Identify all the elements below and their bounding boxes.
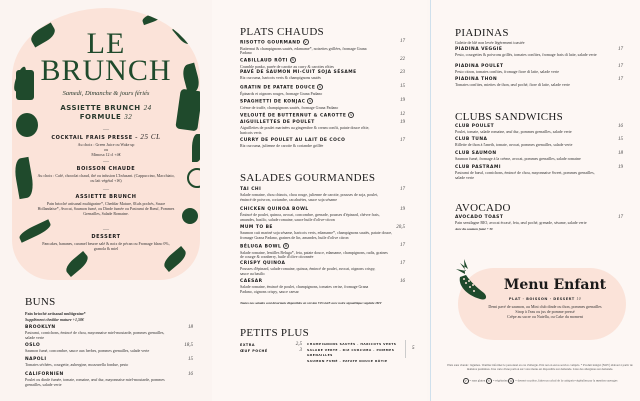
item-price: 17: [618, 215, 623, 220]
item-name: CLUB POULET: [455, 124, 495, 129]
item-name: CLUB SAUMON: [455, 151, 497, 156]
item-price: 12: [400, 112, 405, 117]
legend: [445, 378, 635, 384]
item-name: CABILLAUD RÔTI: [240, 58, 288, 64]
leaf-icon: [13, 157, 36, 199]
menu-item: [240, 187, 405, 203]
avocado-note: Avec du saumon fumé + 5€: [455, 227, 493, 231]
menu-item: [25, 343, 193, 354]
item-price: 19: [400, 207, 405, 212]
item-desc: Riz curcuma, haricots verts & champignons sautés: [240, 75, 321, 80]
vegetarian-icon: V: [349, 113, 353, 117]
formule-label: FORMULE: [79, 113, 122, 121]
vegetarian-icon: V: [304, 40, 308, 44]
item-price: 16: [618, 124, 623, 129]
item-price: 15: [188, 357, 193, 362]
menu-item: [455, 165, 623, 181]
item-name: VELOUTÉ DE BUTTERNUT & CAROTTE: [240, 113, 347, 119]
buns-supplement: Supplément cheddar mature +1,50€: [25, 317, 84, 322]
hot-drink-block: [36, 158, 176, 183]
item-desc: Salade romaine, chou chinois, chou rouge, julienne de carotte, pousses de soja, poulet, émincé de poivron, coriandre, cacahuètes, sauce soja sésame: [240, 192, 379, 202]
menu-item: [240, 138, 405, 149]
item-name: RISOTTO GOURMAND: [240, 40, 301, 46]
item-desc: Tomates séchées, courgette, aubergine, mozzarella fondue, pesto: [25, 362, 129, 367]
item-price: 18: [188, 325, 193, 330]
avocado-title: AVOCADO: [455, 202, 511, 214]
menu-item: [240, 261, 405, 277]
piadinas-title: PIADINAS: [455, 27, 509, 39]
menu-item: [240, 39, 405, 56]
cocktail-extra: Mimosa 12 cl +4€: [91, 152, 121, 157]
cocktail-label: COCKTAIL FRAIS PRESSE: [51, 135, 133, 141]
sandwich-panel: [430, 0, 640, 401]
divider: [405, 340, 406, 358]
fish-icon: [450, 255, 490, 303]
item-name: SPAGHETTI DE KONJAC: [240, 99, 306, 105]
item-price: 16: [188, 372, 193, 377]
assiette-label: ASSIETTE BRUNCH: [60, 104, 141, 112]
item-name: CALIFORNIEN: [25, 372, 64, 377]
menu-item: [455, 215, 623, 226]
sides-line: CHAMPIGNONS SAUTÉS · HARICOTS VERTS: [307, 342, 397, 346]
divider: —: [103, 227, 109, 233]
item-name: AIGUILLETTES DE POULET: [240, 120, 315, 125]
item-desc: Pousses d'épinard, salade romaine, quinoa, émincé de poulet, avocat, oignons crispy, sauce au basilic: [240, 266, 376, 276]
menu-item: [240, 57, 405, 69]
dessert-block: [36, 226, 176, 251]
item-price: 17: [618, 64, 623, 69]
item-name: ŒUF POCHÉ: [240, 349, 268, 353]
item-desc: Pesto, courgettes & poivrons grillés, tomates confites, fromage frais di latte, salade verte: [455, 52, 597, 57]
kids-subtitle-text: PLAT · BOISSON · DESSERT: [508, 297, 575, 301]
gluten-free-icon: V: [464, 379, 467, 383]
item-price: 19: [618, 165, 623, 170]
cocktail-or: ou: [104, 147, 108, 152]
menu-item: [455, 47, 623, 58]
item-price: 17: [400, 39, 405, 44]
legend-label: = dessert ou pièce, faites un calcul de la catégorie végétalien par la mention sauvages: [515, 378, 618, 383]
cocktail-size: - 25 CL: [135, 133, 161, 141]
kids-menu-subtitle: [455, 297, 635, 302]
item-name: CLUB TUNA: [455, 137, 488, 142]
menu-item: [240, 243, 405, 260]
leaf-icon: [141, 11, 163, 25]
hot-drink-desc: Au choix : Café, chocolat chaud, thé ou infusion L'Infusant. (Cappuccino, Macchiato, ou lait végétal +1€): [37, 173, 175, 183]
menu-item: [240, 120, 405, 136]
item-name: AVOCADO TOAST: [455, 215, 504, 220]
item-desc: Pesto citron, tomates confites, fromage fiore di latte, salade verte: [455, 69, 559, 74]
brunch-panel: [0, 0, 212, 401]
vegetarian-icon: V: [309, 99, 312, 103]
vegetarian-icon: V: [318, 85, 322, 89]
menu-item: [455, 151, 623, 162]
item-price: 15: [618, 137, 623, 142]
petits-plus-title: PETITS PLUS: [240, 327, 310, 339]
sides-list: [307, 342, 397, 364]
dessert-desc: Pancakes, bananes, caramel beurre salé & noix de pécan ou Fromage blanc 0%, granola & miel: [42, 241, 170, 251]
menu-item: [455, 64, 623, 75]
divider: —: [103, 187, 109, 193]
item-desc: Poulet, tomate, salade romaine, œuf dur, pommes grenailles, salade verte: [455, 129, 572, 134]
allergens-note: Plats sans viande : légumes. Veuillez informer le personnel en cas d'allergie. Prix net en euros service compris. * Produit intégré (NOV) élaboré à partir de matières premières. Une carte d'une portion sur votre menu est disponible sur demande. Liste des allergènes sur demande.: [447, 363, 633, 371]
item-name: NAPOLI: [25, 357, 47, 362]
legend-vegetarian: = végétarien: [492, 378, 508, 383]
item-desc: Crumble panko, purée de carotte au curry & carottes rôties: [240, 63, 334, 69]
item-price: 2,5: [295, 342, 302, 347]
buns-subtitle: Pain brioché artisanal multigraine*: [25, 311, 86, 316]
item-desc: Tomates confites, miettes de thon, œuf poché, fiore di latte, salade verte: [455, 82, 570, 87]
item-name: CURRY DE POULET AU LAIT DE COCO: [240, 138, 346, 143]
item-desc: Rillette de thon à l'aneth, tomate, avocat, pommes grenailles, salade verte: [455, 142, 573, 147]
item-price: 19: [400, 120, 405, 125]
dessert-label: DESSERT: [91, 234, 121, 240]
item-price: 17: [618, 47, 623, 52]
leaf-icon: [63, 251, 91, 277]
extra-item: [240, 348, 302, 354]
menu-item: [25, 325, 193, 341]
item-name: PIADINA POULET: [455, 64, 504, 69]
label-icon: R: [291, 58, 295, 62]
brunch-subtitle: Samedi, Dimanche & jours fériés: [62, 90, 150, 97]
item-desc: Pain semilagne BIO, avocat écrasé, feta, œuf poché, grenade, sésame, salade verte: [455, 220, 587, 225]
item-price: 19: [400, 98, 405, 103]
leaf-icon: [192, 134, 200, 162]
menu-item: [455, 124, 623, 135]
item-price: 22: [400, 57, 405, 62]
item-desc: Poulet ou dinde fumée, tomate, romaine, œuf dur, mayonnaise miel-moutarde, pommes grenailles, salade verte: [25, 377, 165, 387]
hot-drink-label: BOISSON CHAUDE: [76, 166, 136, 172]
label-icon: R: [284, 244, 288, 248]
legend-gluten-free: = sans gluten: [469, 378, 486, 383]
item-desc: Aiguillettes de poulet marinées au gingembre & cream confit, patate douce rôtie, haricots verts: [240, 125, 370, 135]
kids-menu-title: Menu Enfant: [503, 277, 607, 293]
menu-item: [240, 225, 405, 241]
menu-item: [240, 279, 405, 295]
item-price: 3: [299, 348, 302, 353]
divider: —: [103, 127, 109, 133]
kids-line-3: Crêpe au sucre ou Nutella, ou Cake du moment: [507, 314, 583, 319]
sides-price: 5: [412, 346, 415, 351]
plate-label: ASSIETTE BRUNCH: [75, 194, 137, 200]
item-name: BROOKLYN: [25, 325, 56, 330]
item-name: MUM TO BE: [240, 225, 273, 230]
brunch-title: [12, 27, 200, 87]
menu-item: [240, 70, 405, 81]
menu-item: [240, 84, 405, 96]
clubs-title: CLUBS SANDWICHS: [455, 111, 564, 123]
item-name: BÉLUGA BOWL: [240, 244, 282, 250]
menu-item: [25, 357, 193, 368]
item-desc: Saumon fumé, concombre, sauce aux herbes, pommes grenailles, salade verte: [25, 348, 150, 353]
item-name: EXTRA: [240, 343, 255, 347]
buns-title: BUNS: [25, 296, 56, 308]
divider: —: [103, 159, 109, 165]
menu-item: [25, 372, 193, 388]
kids-price: 10: [576, 297, 582, 301]
vegetarian-icon: V: [487, 379, 491, 383]
item-price: 17: [400, 138, 405, 143]
cocktail-desc: Au choix : Green Juice ou Wake up: [77, 142, 135, 147]
formule-price: 32: [124, 113, 133, 121]
item-price: 15: [400, 84, 405, 89]
item-name: CAESAR: [240, 279, 263, 284]
item-price: 20,5: [396, 225, 405, 230]
item-desc: Saumon cuit mariné soja sésame, haricots verts, edamame*, champignons sautés, patate douce, fromage Grana Padano, graines de lin, amandes, huile d'olive citron: [240, 230, 393, 240]
label-icon: R: [510, 379, 513, 383]
kids-line-2: Sirop à l'eau ou jus de pomme pressé: [515, 309, 575, 314]
item-price: 17: [400, 187, 405, 192]
sides-line: SAUMON FUMÉ · PATATE DOUCE RÔTIE: [307, 358, 388, 363]
item-price: 16: [400, 279, 405, 284]
menu-item: [455, 77, 623, 88]
menu-item: [240, 98, 405, 110]
kids-line-1: Demi pavé de saumon, au Mini club dinde ou thon, pommes grenailles: [488, 304, 602, 309]
item-desc: Salade romaine, émincé de poulet, champignons, tomates cerise, fromage Grana Padano, oignons crispy, sauce caesar: [240, 284, 369, 294]
item-desc: Épinards et oignons rouges, fromage Grana Padano: [240, 90, 323, 96]
item-desc: Riz curcuma, julienne de carotte & coriandre grillée: [240, 143, 324, 148]
item-price: 18,5: [184, 343, 193, 348]
menu-item: [240, 207, 405, 223]
title-line-1: LE: [86, 27, 126, 60]
plats-title: PLATS CHAUDS: [240, 26, 324, 38]
item-name: CRISPY QUINOA: [240, 261, 286, 266]
brunch-card: [12, 8, 200, 280]
item-name: CLUB PASTRAMI: [455, 165, 501, 170]
item-price: 18: [618, 151, 623, 156]
item-desc: Salade romaine, lentilles Beluga*, feta, patate douce, edamame, champignons, radis, graines de courge & cranberry, huile d'olive citronnée: [240, 249, 388, 260]
leaf-icon: [182, 208, 198, 224]
sides-line: SALADE VERTE · RIZ CURCUMA · POMMES GRENAILLES: [307, 347, 395, 357]
item-price: 23: [400, 70, 405, 75]
item-name: TAI CHI: [240, 187, 262, 192]
mains-panel: [212, 0, 427, 401]
title-line-2: BRUNCH: [40, 54, 172, 87]
item-price: 17: [400, 261, 405, 266]
salades-note: Toutes nos salades sont désormais disponibles en version VEGGIE avec notre signalétique végétale IMV: [240, 301, 382, 305]
plate-block: [36, 186, 176, 216]
item-desc: Saumon fumé, fromage à la crème, avocat, pommes grenailles, salade romaine: [455, 156, 581, 161]
item-name: PIADINA VEGGIE: [455, 47, 503, 52]
menu-item: [240, 112, 405, 120]
item-desc: Crème de truffe, champignons sautés, fromage Grana Padano: [240, 104, 339, 110]
item-name: OSLO: [25, 343, 41, 348]
brunch-offer: [12, 104, 200, 122]
citrus-icon: [187, 168, 200, 188]
piadinas-subtitle: Galette de blé non levée légèrement toastée: [455, 40, 525, 45]
item-desc: Pastrami, cornichons, émincé de chou, mayonnaise miel-moutarde, pommes grenailles, salade verte: [25, 330, 165, 340]
item-name: PAVÉ DE SAUMON MI-CUIT SOJA SÉSAME: [240, 70, 357, 75]
item-desc: Butternut & champignons sautés, edamame*, noisettes grillées, fromage Grana Padano: [240, 45, 367, 56]
assiette-price: 24: [143, 104, 152, 112]
plate-desc: Pain brioché artisanal multigraine*, Cheddar Mature, Œufs pochés, Sauce Hollandaise*, Avocat, Saumon fumé, ou Dinde fumée ou Pastrami de Bœuf, Pommes Grenailles, Salade Romaine.: [37, 201, 175, 216]
item-name: CHICKEN QUINOA BOWL: [240, 207, 309, 212]
menu-item: [455, 137, 623, 148]
item-name: GRATIN DE PATATE DOUCE: [240, 85, 316, 91]
item-desc: Émincé de poulet, quinoa, avocat, concombre, grenade, pousses d'épinard, chèvre frais, amandes, basilic, salade romaine, sauce huile d'olive-citron: [240, 212, 380, 222]
salades-title: SALADES GOURMANDES: [240, 172, 376, 184]
item-price: 17: [618, 77, 623, 82]
cocktail-block: [36, 126, 176, 157]
item-desc: Pastrami de bœuf, cornichons, émincé de chou, mayonnaise Sweet, pommes grenailles, salade verte: [455, 170, 595, 180]
item-price: 17: [400, 243, 405, 248]
item-name: PIADINA THON: [455, 77, 498, 82]
